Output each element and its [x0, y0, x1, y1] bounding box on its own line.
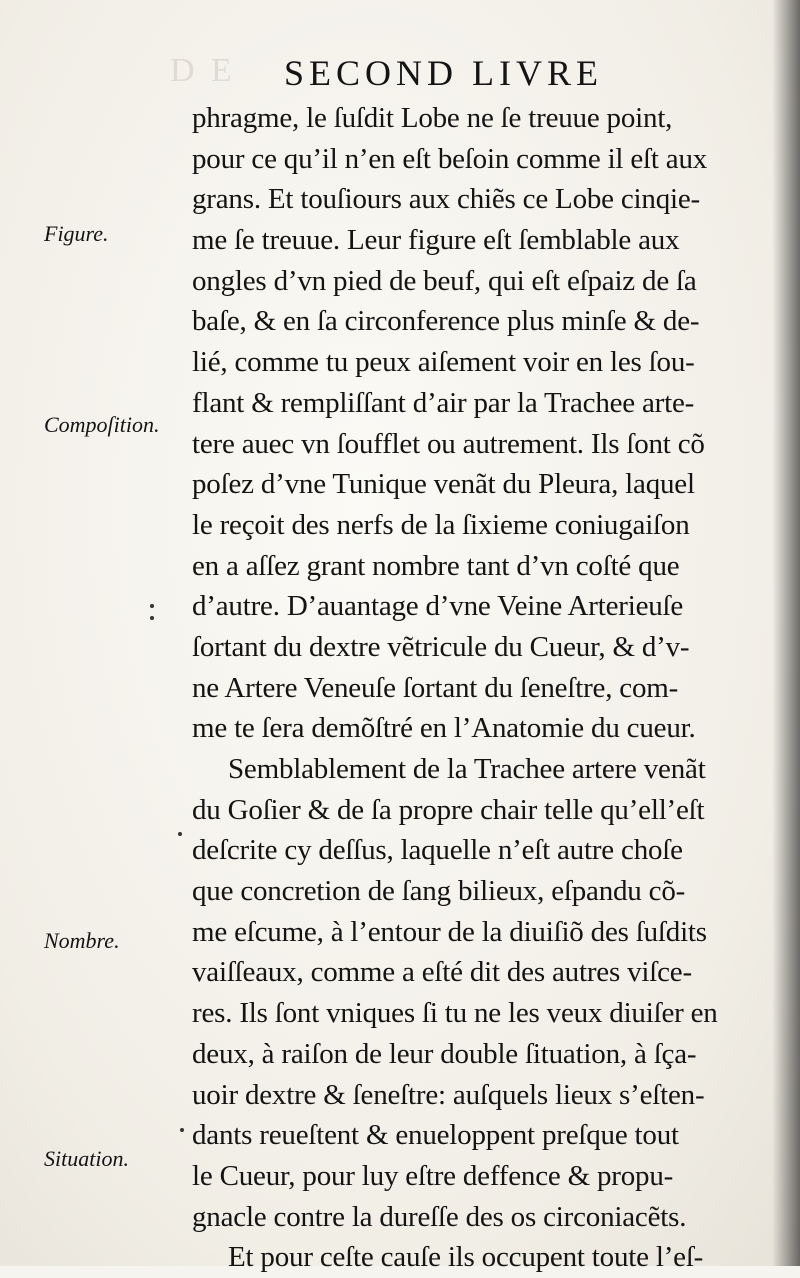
bleed-through-text: D E	[170, 52, 236, 89]
text-line: me eſcume, à l’entour de la diuiſiõ des ſuſdits	[192, 915, 707, 948]
text-line: gnacle contre la dureſſe des os circoniacẽts.	[192, 1200, 687, 1233]
text-line: vaiſſeaux, comme a eſté dit des autres viſce-	[192, 956, 692, 989]
ink-speck	[180, 1128, 184, 1132]
text-line: phragme, le ſuſdit Lobe ne ſe treuue point,	[192, 102, 673, 134]
text-line: ne Artere Veneuſe ſortant du ſeneſtre, com-	[192, 671, 679, 704]
ink-speck	[178, 832, 182, 836]
text-line-paragraph-start: Et pour ceſte cauſe ils occupent toute l’eſ-	[228, 1241, 704, 1274]
running-title: SECOND LIVRE	[284, 53, 603, 93]
text-line: pour ce qu’il n’en eſt beſoin comme il eſt aux	[192, 142, 708, 175]
text-line: le reçoit des nerfs de la ſixieme coniugaiſon	[192, 508, 690, 541]
text-line: le Cueur, pour luy eſtre deffence & propu-	[192, 1159, 674, 1192]
text-line: me ſe treuue. Leur figure eſt ſemblable aux	[192, 224, 680, 257]
ink-speck	[150, 604, 154, 608]
text-line: poſez d’vne Tunique venãt du Pleura, laquel	[192, 468, 695, 501]
ink-speck	[150, 616, 154, 620]
text-line: tere auec vn ſoufflet ou autrement. Ils ſont cõ	[192, 427, 705, 460]
text-line: me te ſera demõſtré en l’Anatomie du cueur.	[192, 712, 696, 745]
text-line: deſcrite cy deſſus, laquelle n’eſt autre choſe	[192, 834, 683, 867]
margin-note-situation: Situation.	[44, 1146, 129, 1171]
text-line: dants reueſtent & enueloppent preſque tout	[192, 1119, 679, 1152]
text-line-paragraph-start: Semblablement de la Trachee artere venãt	[228, 753, 706, 785]
text-line: uoir dextre & ſeneſtre: auſquels lieux s’eſten-	[192, 1078, 705, 1111]
text-line: res. Ils ſont vniques ſi tu ne les veux diuiſer en	[192, 997, 718, 1030]
page-edge-shadow	[772, 0, 800, 1266]
text-line: ſortant du dextre vẽtricule du Cueur, & d’v-	[192, 630, 690, 663]
margin-note-figure: Figure.	[44, 221, 109, 246]
text-line: du Goſier & de ſa propre chair telle qu’ell’eſt	[192, 793, 705, 826]
text-line: flant & rempliſſant d’air par la Trachee arte-	[192, 386, 695, 419]
text-line: baſe, & en ſa circonference plus minſe & de-	[192, 305, 700, 338]
text-line: lié, comme tu peux aiſement voir en les ſou-	[192, 346, 695, 379]
text-line: que concretion de ſang bilieux, eſpandu cõ-	[192, 875, 686, 908]
text-line: d’autre. D’auantage d’vne Veine Arterieuſe	[192, 590, 684, 623]
text-line: en a aſſez grant nombre tant d’vn coſté que	[192, 549, 680, 582]
body-text	[192, 98, 768, 1278]
text-line: ongles d’vn pied de beuf, qui eſt eſpaiz de ſa	[192, 264, 697, 297]
margin-note-nombre: Nombre.	[44, 928, 120, 953]
text-line: grans. Et touſiours aux chiẽs ce Lobe cinqie-	[192, 183, 701, 216]
margin-note-composition: Compoſition.	[44, 412, 160, 437]
text-line: deux, à raiſon de leur double ſituation, à ſça-	[192, 1037, 697, 1070]
